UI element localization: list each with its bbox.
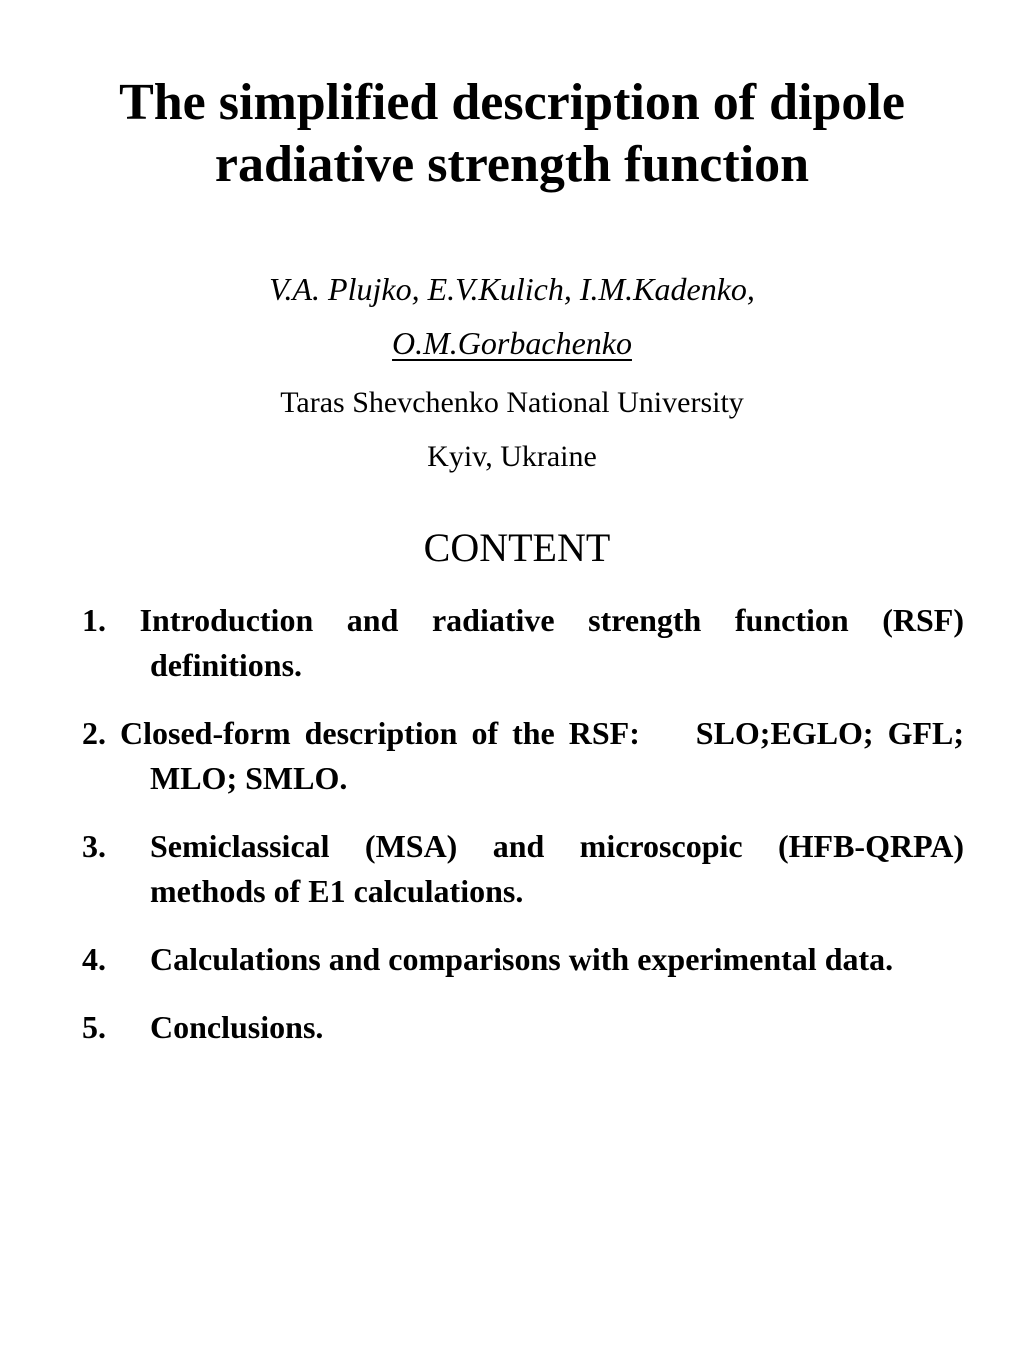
list-item-text: Closed-form description of the RSF: SLO;EGLO; GFL; MLO; SMLO. (119, 715, 973, 796)
list-item-number: 4. (82, 941, 106, 977)
title-line-2: radiative strength function (214, 136, 810, 193)
authors-line-1: V.A. Plujko, E.V.Kulich, I.M.Kadenko, (269, 271, 755, 307)
list-item-number: 3. (82, 828, 106, 864)
list-item-number: 1. (82, 602, 106, 638)
list-item-number: 5. (82, 1009, 106, 1045)
list-item-text: Conclusions. (150, 1009, 324, 1045)
list-item (82, 711, 973, 801)
authors (62, 262, 962, 370)
list-item-text: Calculations and comparisons with experimental data. (150, 941, 894, 977)
page-title (62, 72, 962, 196)
affiliation (62, 376, 962, 484)
list-item (82, 937, 964, 982)
location: Kyiv, Ukraine (427, 440, 597, 473)
list-item (82, 824, 964, 914)
list-item (82, 1005, 964, 1050)
list-item-number: 2. (82, 715, 106, 751)
presenting-author: O.M.Gorbachenko (392, 325, 632, 361)
list-item (82, 598, 964, 688)
content-heading: CONTENT (423, 525, 611, 570)
list-item-text: Introduction and radiative strength function (RSF) definitions. (139, 602, 965, 683)
content-list (82, 598, 973, 1073)
list-item-text: Semiclassical (MSA) and microscopic (HFB-QRPA) methods of E1 calculations. (150, 828, 964, 909)
title-line-1: The simplified description of dipole (119, 74, 905, 131)
university: Taras Shevchenko National University (280, 386, 744, 419)
